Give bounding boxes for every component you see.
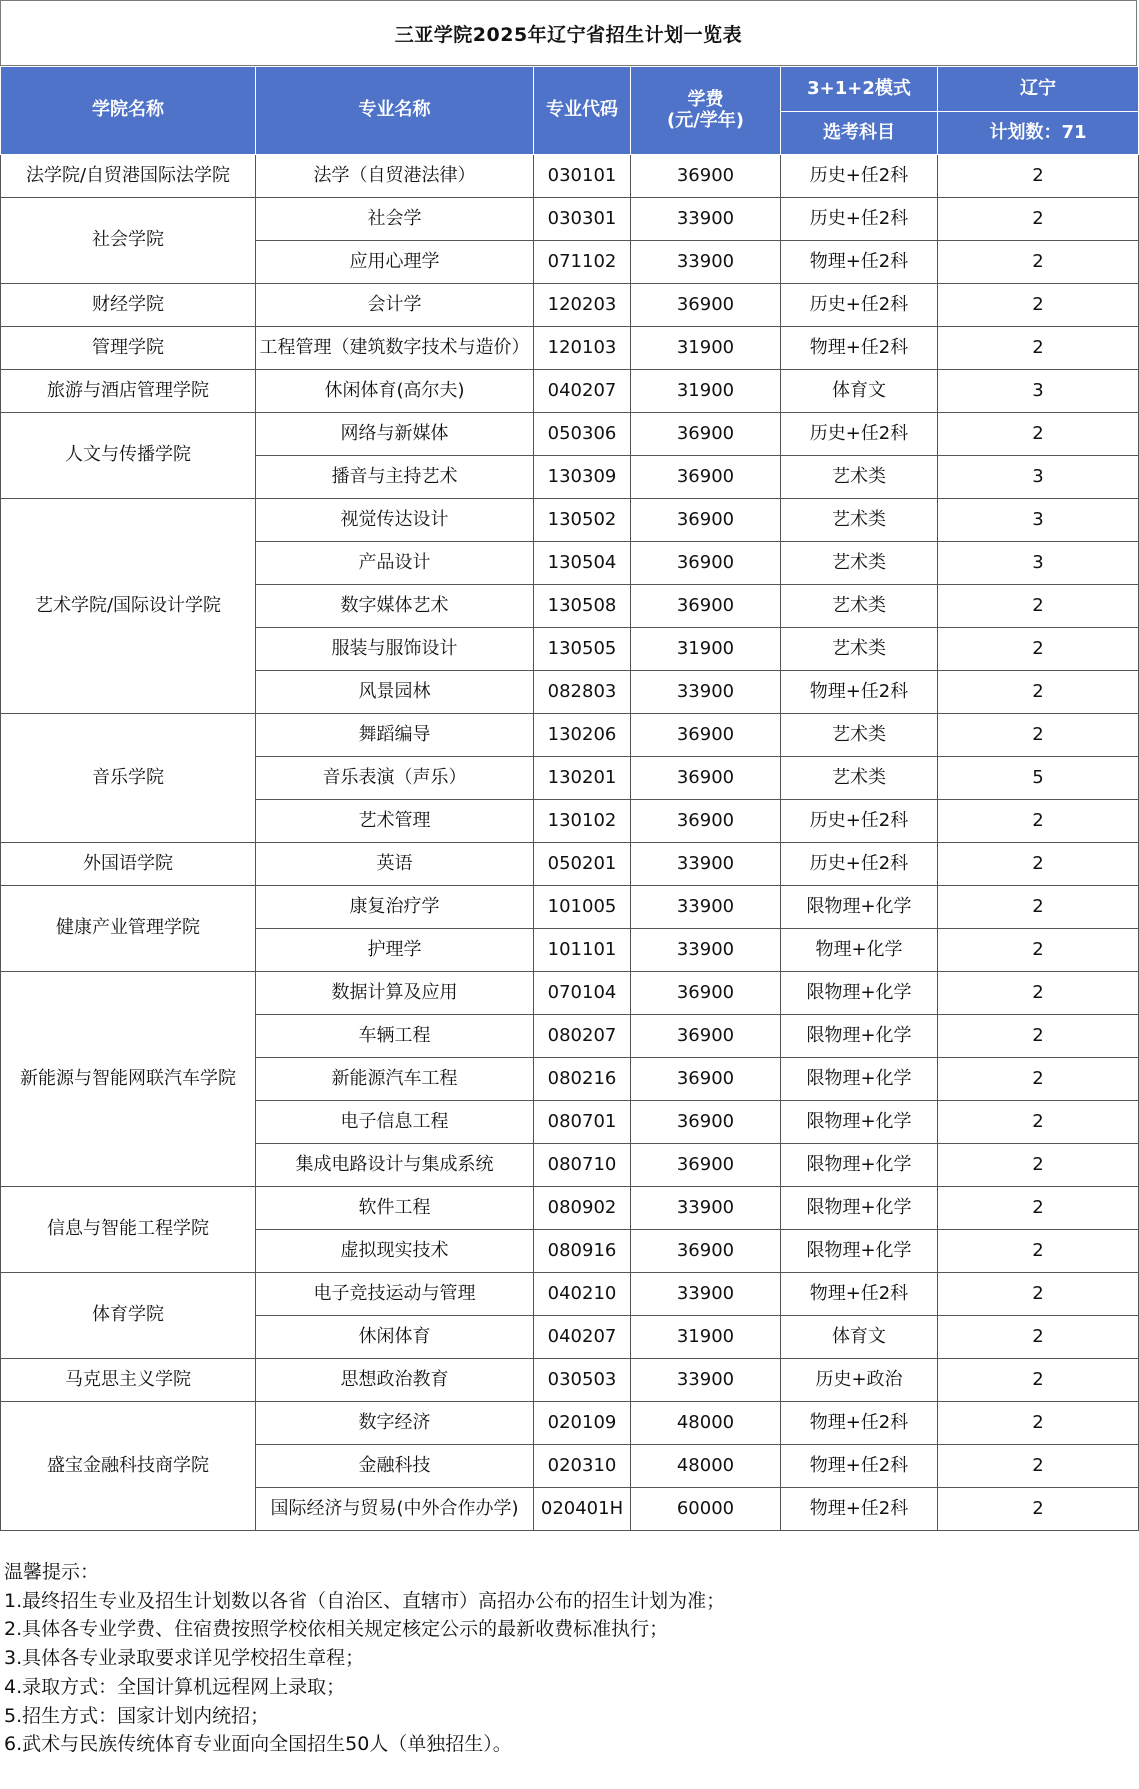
subjects-cell: 历史+任2科 — [781, 800, 938, 843]
college-cell: 社会学院 — [1, 198, 256, 284]
plan-cell: 2 — [938, 1187, 1139, 1230]
plan-cell: 2 — [938, 671, 1139, 714]
subjects-cell: 艺术类 — [781, 585, 938, 628]
major-cell: 思想政治教育 — [256, 1359, 534, 1402]
fee-cell: 48000 — [631, 1445, 781, 1488]
college-cell: 盛宝金融科技商学院 — [1, 1402, 256, 1531]
fee-cell: 33900 — [631, 1273, 781, 1316]
major-cell: 播音与主持艺术 — [256, 456, 534, 499]
fee-cell: 60000 — [631, 1488, 781, 1531]
plan-cell: 2 — [938, 972, 1139, 1015]
code-cell: 050201 — [534, 843, 631, 886]
code-cell: 082803 — [534, 671, 631, 714]
code-cell: 130502 — [534, 499, 631, 542]
header-plan-total: 计划数：71 — [938, 112, 1139, 155]
college-cell: 马克思主义学院 — [1, 1359, 256, 1402]
code-cell: 050306 — [534, 413, 631, 456]
subjects-cell: 物理+任2科 — [781, 1402, 938, 1445]
plan-cell: 2 — [938, 284, 1139, 327]
fee-cell: 36900 — [631, 585, 781, 628]
fee-cell: 33900 — [631, 198, 781, 241]
college-cell: 体育学院 — [1, 1273, 256, 1359]
subjects-cell: 限物理+化学 — [781, 972, 938, 1015]
table-row — [1, 327, 1139, 370]
fee-cell: 36900 — [631, 972, 781, 1015]
fee-cell: 36900 — [631, 1015, 781, 1058]
subjects-cell: 物理+化学 — [781, 929, 938, 972]
major-cell: 虚拟现实技术 — [256, 1230, 534, 1273]
fee-cell: 33900 — [631, 929, 781, 972]
header-province: 辽宁 — [938, 67, 1139, 112]
fee-cell: 33900 — [631, 241, 781, 284]
major-cell: 舞蹈编导 — [256, 714, 534, 757]
subjects-cell: 限物理+化学 — [781, 1230, 938, 1273]
subjects-cell: 艺术类 — [781, 714, 938, 757]
college-cell: 外国语学院 — [1, 843, 256, 886]
code-cell: 070104 — [534, 972, 631, 1015]
header-college: 学院名称 — [1, 67, 256, 155]
code-cell: 040207 — [534, 1316, 631, 1359]
table-row — [1, 843, 1139, 886]
notes-item: 3.具体各专业录取要求详见学校招生章程； — [4, 1647, 365, 1670]
code-cell: 130505 — [534, 628, 631, 671]
major-cell: 新能源汽车工程 — [256, 1058, 534, 1101]
subjects-cell: 物理+任2科 — [781, 1273, 938, 1316]
fee-cell: 36900 — [631, 284, 781, 327]
major-cell: 电子信息工程 — [256, 1101, 534, 1144]
table-row — [1, 1402, 1139, 1445]
fee-cell: 33900 — [631, 886, 781, 929]
major-cell: 网络与新媒体 — [256, 413, 534, 456]
code-cell: 080207 — [534, 1015, 631, 1058]
code-cell: 130102 — [534, 800, 631, 843]
plan-cell: 5 — [938, 757, 1139, 800]
major-cell: 产品设计 — [256, 542, 534, 585]
subjects-cell: 历史+任2科 — [781, 413, 938, 456]
header-subjects: 选考科目 — [781, 112, 938, 155]
notes-item: 1.最终招生专业及招生计划数以各省（自治区、直辖市）高招办公布的招生计划为准； — [4, 1589, 726, 1612]
college-cell: 财经学院 — [1, 284, 256, 327]
major-cell: 数字经济 — [256, 1402, 534, 1445]
notes-item: 6.武术与民族传统体育专业面向全国招生50人（单独招生）。 — [4, 1733, 512, 1756]
plan-cell: 2 — [938, 1445, 1139, 1488]
college-cell: 人文与传播学院 — [1, 413, 256, 499]
table-row — [1, 284, 1139, 327]
subjects-cell: 艺术类 — [781, 542, 938, 585]
plan-cell: 2 — [938, 628, 1139, 671]
code-cell: 130508 — [534, 585, 631, 628]
plan-cell: 2 — [938, 1015, 1139, 1058]
plan-cell: 3 — [938, 370, 1139, 413]
fee-cell: 36900 — [631, 413, 781, 456]
plan-cell: 2 — [938, 800, 1139, 843]
plan-cell: 2 — [938, 585, 1139, 628]
code-cell: 080916 — [534, 1230, 631, 1273]
plan-cell: 3 — [938, 456, 1139, 499]
plan-cell: 2 — [938, 1273, 1139, 1316]
major-cell: 视觉传达设计 — [256, 499, 534, 542]
notes-heading: 温馨提示： — [4, 1561, 100, 1583]
major-cell: 康复治疗学 — [256, 886, 534, 929]
subjects-cell: 历史+政治 — [781, 1359, 938, 1402]
code-cell: 040207 — [534, 370, 631, 413]
major-cell: 车辆工程 — [256, 1015, 534, 1058]
plan-cell: 2 — [938, 1488, 1139, 1531]
subjects-cell: 限物理+化学 — [781, 1144, 938, 1187]
code-cell: 030101 — [534, 155, 631, 198]
college-cell: 艺术学院/国际设计学院 — [1, 499, 256, 714]
code-cell: 080710 — [534, 1144, 631, 1187]
header-mode: 3+1+2模式 — [781, 67, 938, 112]
code-cell: 120103 — [534, 327, 631, 370]
subjects-cell: 物理+任2科 — [781, 1445, 938, 1488]
table-row — [1, 1359, 1139, 1402]
plan-cell: 2 — [938, 929, 1139, 972]
code-cell: 130206 — [534, 714, 631, 757]
notes-item: 2.具体各专业学费、住宿费按照学校依相关规定核定公示的最新收费标准执行； — [4, 1618, 669, 1641]
header-code: 专业代码 — [534, 67, 631, 155]
fee-cell: 31900 — [631, 1316, 781, 1359]
code-cell: 071102 — [534, 241, 631, 284]
subjects-cell: 物理+任2科 — [781, 1488, 938, 1531]
code-cell: 080216 — [534, 1058, 631, 1101]
major-cell: 休闲体育 — [256, 1316, 534, 1359]
subjects-cell: 历史+任2科 — [781, 284, 938, 327]
major-cell: 社会学 — [256, 198, 534, 241]
major-cell: 音乐表演（声乐） — [256, 757, 534, 800]
plan-cell: 2 — [938, 1144, 1139, 1187]
major-cell: 英语 — [256, 843, 534, 886]
plan-cell: 3 — [938, 542, 1139, 585]
table-row — [1, 714, 1139, 757]
subjects-cell: 历史+任2科 — [781, 843, 938, 886]
code-cell: 120203 — [534, 284, 631, 327]
code-cell: 020401H — [534, 1488, 631, 1531]
plan-cell: 3 — [938, 499, 1139, 542]
major-cell: 集成电路设计与集成系统 — [256, 1144, 534, 1187]
code-cell: 130504 — [534, 542, 631, 585]
plan-cell: 2 — [938, 198, 1139, 241]
header-major: 专业名称 — [256, 67, 534, 155]
college-cell: 旅游与酒店管理学院 — [1, 370, 256, 413]
code-cell: 020109 — [534, 1402, 631, 1445]
code-cell: 101005 — [534, 886, 631, 929]
major-cell: 服装与服饰设计 — [256, 628, 534, 671]
plan-cell: 2 — [938, 1101, 1139, 1144]
fee-cell: 36900 — [631, 1144, 781, 1187]
major-cell: 数字媒体艺术 — [256, 585, 534, 628]
fee-cell: 36900 — [631, 800, 781, 843]
plan-cell: 2 — [938, 714, 1139, 757]
header-fee: 学费 (元/学年) — [631, 67, 781, 155]
plan-cell: 2 — [938, 241, 1139, 284]
plan-cell: 2 — [938, 886, 1139, 929]
subjects-cell: 物理+任2科 — [781, 327, 938, 370]
major-cell: 风景园林 — [256, 671, 534, 714]
subjects-cell: 物理+任2科 — [781, 671, 938, 714]
plan-cell: 2 — [938, 155, 1139, 198]
table-row — [1, 499, 1139, 542]
fee-cell: 36900 — [631, 155, 781, 198]
college-cell: 新能源与智能网联汽车学院 — [1, 972, 256, 1187]
major-cell: 工程管理（建筑数字技术与造价） — [256, 327, 534, 370]
major-cell: 电子竞技运动与管理 — [256, 1273, 534, 1316]
plan-cell: 2 — [938, 1316, 1139, 1359]
subjects-cell: 体育文 — [781, 1316, 938, 1359]
college-cell: 管理学院 — [1, 327, 256, 370]
subjects-cell: 艺术类 — [781, 757, 938, 800]
major-cell: 金融科技 — [256, 1445, 534, 1488]
table-row — [1, 413, 1139, 456]
enrollment-plan-table — [0, 66, 1139, 1531]
subjects-cell: 艺术类 — [781, 499, 938, 542]
table-row — [1, 370, 1139, 413]
plan-cell: 2 — [938, 327, 1139, 370]
major-cell: 休闲体育(高尔夫) — [256, 370, 534, 413]
fee-cell: 31900 — [631, 327, 781, 370]
plan-cell: 2 — [938, 1359, 1139, 1402]
code-cell: 080701 — [534, 1101, 631, 1144]
table-row — [1, 1273, 1139, 1316]
subjects-cell: 限物理+化学 — [781, 1187, 938, 1230]
fee-cell: 36900 — [631, 456, 781, 499]
fee-cell: 31900 — [631, 370, 781, 413]
table-row — [1, 886, 1139, 929]
subjects-cell: 限物理+化学 — [781, 886, 938, 929]
notes-item: 4.录取方式：全国计算机远程网上录取； — [4, 1675, 346, 1698]
fee-cell: 36900 — [631, 499, 781, 542]
plan-cell: 2 — [938, 1402, 1139, 1445]
table-row — [1, 1187, 1139, 1230]
subjects-cell: 历史+任2科 — [781, 198, 938, 241]
code-cell: 101101 — [534, 929, 631, 972]
major-cell: 软件工程 — [256, 1187, 534, 1230]
code-cell: 130201 — [534, 757, 631, 800]
subjects-cell: 限物理+化学 — [781, 1101, 938, 1144]
major-cell: 数据计算及应用 — [256, 972, 534, 1015]
major-cell: 护理学 — [256, 929, 534, 972]
college-cell: 健康产业管理学院 — [1, 886, 256, 972]
subjects-cell: 艺术类 — [781, 628, 938, 671]
fee-cell: 33900 — [631, 671, 781, 714]
college-cell: 信息与智能工程学院 — [1, 1187, 256, 1273]
table-row — [1, 155, 1139, 198]
code-cell: 020310 — [534, 1445, 631, 1488]
table-row — [1, 972, 1139, 1015]
page-title: 三亚学院2025年辽宁省招生计划一览表 — [0, 0, 1137, 66]
notes-section — [4, 1558, 1124, 1759]
subjects-cell: 物理+任2科 — [781, 241, 938, 284]
notes-item: 5.招生方式：国家计划内统招； — [4, 1704, 270, 1727]
fee-cell: 36900 — [631, 1058, 781, 1101]
plan-cell: 2 — [938, 843, 1139, 886]
code-cell: 030503 — [534, 1359, 631, 1402]
fee-cell: 36900 — [631, 1230, 781, 1273]
college-cell: 音乐学院 — [1, 714, 256, 843]
fee-cell: 33900 — [631, 843, 781, 886]
college-cell: 法学院/自贸港国际法学院 — [1, 155, 256, 198]
fee-cell: 36900 — [631, 1101, 781, 1144]
code-cell: 080902 — [534, 1187, 631, 1230]
plan-cell: 2 — [938, 1058, 1139, 1101]
fee-cell: 48000 — [631, 1402, 781, 1445]
plan-cell: 2 — [938, 1230, 1139, 1273]
subjects-cell: 历史+任2科 — [781, 155, 938, 198]
fee-cell: 33900 — [631, 1187, 781, 1230]
code-cell: 030301 — [534, 198, 631, 241]
fee-cell: 36900 — [631, 757, 781, 800]
subjects-cell: 体育文 — [781, 370, 938, 413]
fee-cell: 36900 — [631, 714, 781, 757]
table-body — [1, 155, 1139, 1531]
major-cell: 国际经济与贸易(中外合作办学) — [256, 1488, 534, 1531]
plan-cell: 2 — [938, 413, 1139, 456]
fee-cell: 33900 — [631, 1359, 781, 1402]
table-row — [1, 198, 1139, 241]
major-cell: 应用心理学 — [256, 241, 534, 284]
subjects-cell: 艺术类 — [781, 456, 938, 499]
fee-cell: 31900 — [631, 628, 781, 671]
major-cell: 会计学 — [256, 284, 534, 327]
code-cell: 040210 — [534, 1273, 631, 1316]
major-cell: 法学（自贸港法律） — [256, 155, 534, 198]
major-cell: 艺术管理 — [256, 800, 534, 843]
fee-cell: 36900 — [631, 542, 781, 585]
subjects-cell: 限物理+化学 — [781, 1015, 938, 1058]
code-cell: 130309 — [534, 456, 631, 499]
subjects-cell: 限物理+化学 — [781, 1058, 938, 1101]
